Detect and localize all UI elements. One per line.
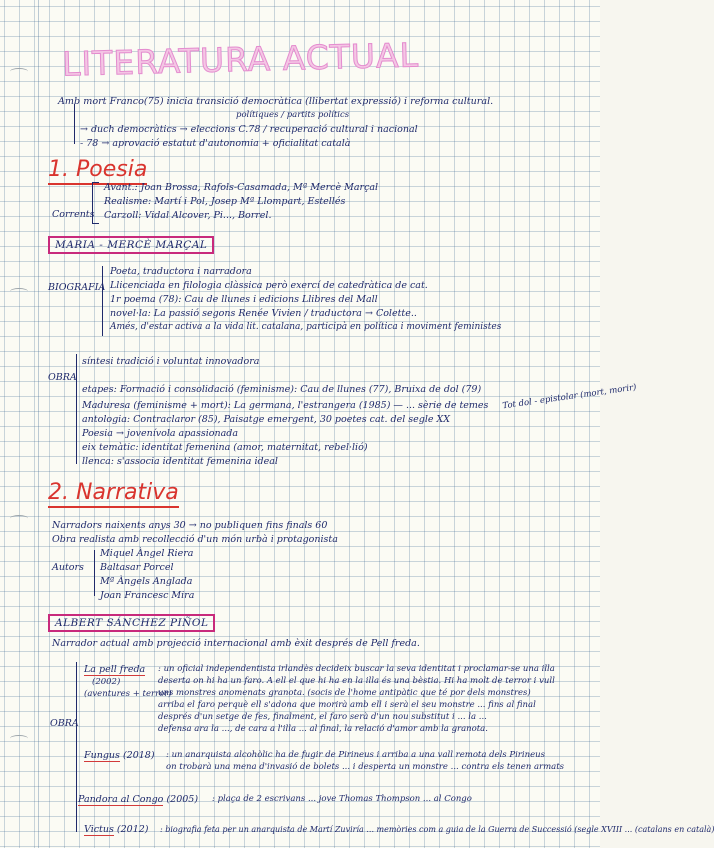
corrents-label: Corrents bbox=[52, 209, 95, 220]
work-desc: : un anarquista alcohòlic ha de fugir de Pirineus i arriba a una vall remota dels Pirineus bbox=[166, 750, 545, 760]
binder-hole bbox=[10, 68, 28, 75]
work-desc: on trobarà una mena d'invasió de bolets ... i desperta un monstre ... contra els tenen armats bbox=[166, 762, 565, 772]
work-desc: arriba el faro perquè ell s'adona que morirà amb ell i serà el seu monstre ... fins al final bbox=[158, 700, 536, 710]
work-desc: uns monstres anomenats granota. (socis de l'home antipàtic que té por dels monstres) bbox=[158, 688, 531, 698]
obra-line: antologia: Contraclaror (85), Paisatge emergent, 30 poetes cat. del segle XX bbox=[82, 414, 451, 425]
intro-line-3: - 78 → aprovació estatut d'autonomia + oficialitat català bbox=[80, 138, 351, 149]
author-box-pinol: ALBERT SÁNCHEZ PIÑOL bbox=[48, 614, 215, 632]
obra-line: síntesi tradició i voluntat innovadora bbox=[82, 356, 260, 367]
corrent-realisme: Realisme: Martí i Pol, Josep Mª Llompart, Estellés bbox=[104, 196, 346, 207]
bio-line: Amés, d'estar activa a la vida lit. catalana, participà en política i moviment feministes bbox=[110, 322, 502, 332]
pinol-intro: Narrador actual amb projecció internacional amb èxit després de Pell freda. bbox=[52, 638, 420, 649]
bio-line: Poeta, traductora i narradora bbox=[110, 266, 252, 277]
work-year: (2002) bbox=[92, 677, 121, 687]
work-desc: : biografia feta per un anarquista de Martí Zuviría ... memòries com a guia de la Guerra de Successió (segle XVIII ... (catalans en català) bbox=[160, 825, 714, 834]
obra-line: Poesia → jovenívola apassionada bbox=[82, 428, 238, 439]
obra-line: eix temàtic: identitat femenina (amor, maternitat, rebel·lió) bbox=[82, 442, 368, 453]
work-desc: defensa ara la ..., de cara a l'illa ... al final, la relació d'amor amb la granota. bbox=[158, 724, 488, 734]
corrent-carzoll: Carzoll: Vidal Alcover, Pi..., Borrel. bbox=[104, 210, 272, 221]
obra-line: llenca: s'associa identitat femenina ideal bbox=[82, 456, 278, 467]
section-heading-poesia: 1. Poesia bbox=[48, 157, 147, 185]
obra-label-pinol: OBRA bbox=[50, 718, 79, 729]
autor-item: Mª Àngels Anglada bbox=[100, 576, 193, 587]
intro-line-2: → duch democràtics → eleccions C.78 / recuperació cultural i nacional bbox=[80, 124, 418, 135]
autors-bracket bbox=[94, 550, 95, 596]
autor-item: Miquel Àngel Riera bbox=[100, 548, 194, 559]
narrativa-line: Narradors naixents anys 30 → no publiquen fins finals 60 bbox=[52, 520, 328, 531]
work-desc: deserta on hi ha un faro. A ell el que hi ha en la illa és una bèstia. Hi ha molt de terror i vull bbox=[158, 676, 555, 686]
obra-label-marcal: OBRA bbox=[48, 372, 77, 383]
section-heading-narrativa: 2. Narrativa bbox=[48, 480, 179, 508]
binder-hole bbox=[10, 735, 28, 742]
bio-line: 1r poema (78): Cau de llunes i edicions Llibres del Mall bbox=[110, 294, 378, 305]
margin-line bbox=[38, 0, 39, 848]
autor-item: Baltasar Porcel bbox=[100, 562, 174, 573]
work-desc: : un oficial independentista irlandès decideix buscar la seva identitat i proclamar-se una illa bbox=[158, 664, 555, 674]
biografia-label: BIOGRAFIA bbox=[48, 282, 106, 293]
obra-bracket-marcal bbox=[76, 354, 77, 464]
intro-bracket bbox=[74, 104, 75, 144]
bio-line: novel·la: La passió segons Renée Vivien / traductora → Colette.. bbox=[110, 308, 417, 319]
biografia-bracket bbox=[102, 266, 103, 336]
page-title: LITERATURA ACTUAL bbox=[61, 35, 420, 84]
intro-line-1-note: polítiques / partits polítics bbox=[236, 110, 350, 120]
bio-line: Llicenciada en filologia clàssica però exercí de catedràtica de cat. bbox=[110, 280, 428, 291]
work-title: Fungus (2018) bbox=[84, 750, 155, 761]
corrent-avantguarda: Avant.: Joan Brossa, Rafols-Casamada, Mª Mercè Marçal bbox=[104, 182, 379, 193]
obra-side-note: Tot dol - epistolar (mort, morir) bbox=[501, 382, 638, 412]
work-title: Pandora al Congo (2005) bbox=[78, 794, 199, 805]
autors-label: Autors bbox=[52, 562, 84, 573]
binder-hole bbox=[10, 288, 28, 295]
author-box-marcal: MARIA - MERCÈ MARÇAL bbox=[48, 236, 214, 254]
work-genre-note: (aventures + terror) bbox=[84, 689, 172, 699]
binder-hole bbox=[10, 515, 28, 522]
obra-bracket-pinol bbox=[76, 662, 77, 832]
obra-line: Maduresa (feminisme + mort): La germana, l'estrangera (1985) — ... sèrie de temes bbox=[82, 400, 489, 411]
autor-item: Joan Francesc Mira bbox=[100, 590, 195, 601]
work-title: La pell freda bbox=[84, 664, 146, 675]
corrents-bracket bbox=[92, 182, 93, 224]
work-desc: : plaça de 2 escrivans ... jove Thomas Thompson ... al Congo bbox=[212, 794, 472, 804]
narrativa-line: Obra realista amb recollecció d'un món urbà i protagonista bbox=[52, 534, 338, 545]
work-desc: després d'un setge de fes, finalment, el faro serà d'un nou substitut i ... la ... bbox=[158, 712, 487, 722]
intro-line-1: Amb mort Franco(75) inicia transició democràtica (llibertat expressió) i reforma cultural. bbox=[58, 96, 494, 107]
obra-line: etapes: Formació i consolidació (feminisme): Cau de llunes (77), Bruixa de dol (79) bbox=[82, 384, 482, 395]
work-title: Victus (2012) bbox=[84, 824, 149, 835]
